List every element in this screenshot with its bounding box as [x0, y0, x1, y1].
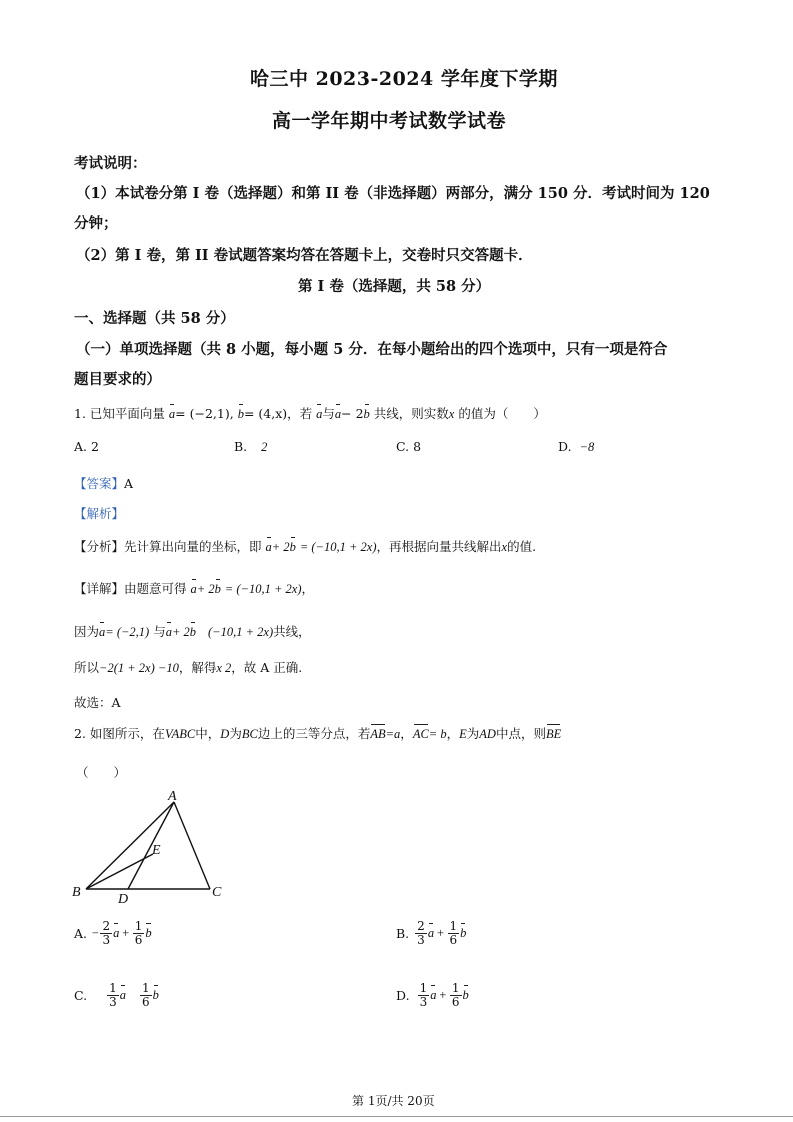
analysis-tag: 【解析】 — [74, 506, 125, 521]
triangle-figure — [68, 788, 228, 908]
answer-value: A — [124, 476, 134, 491]
segment-ad — [128, 802, 174, 889]
because-line: 因为a= (−2,1) 与a+ 2b (−10,1 + 2x)共线， — [74, 624, 311, 639]
detail-tag: 【详解】 — [74, 581, 125, 596]
q2-option-c[interactable]: C. $\frac{1}{3}$ a $\frac{1}{6}$ b — [74, 981, 159, 1009]
edge-ac — [174, 802, 210, 889]
fenxi-line: 【分析】先计算出向量的坐标，即 a+ 2b = (−10,1 + 2x)，再根据向量共线解出x的值. — [74, 539, 537, 554]
option-d[interactable]: D. −8 — [558, 439, 595, 454]
option-a[interactable]: A. 2 — [74, 439, 99, 454]
section-heading: 一、选择题（共 58 分） — [74, 310, 235, 327]
label-d: D — [118, 892, 129, 907]
instructions-item1-line2: 分钟； — [74, 215, 118, 232]
question-1-stem: 1. 已知平面向量 a= (−2,1), b= (4,x)，若 a与a− 2b 共线，则实数x 的值为（ ） — [74, 406, 546, 421]
question-2-paren: （ ） — [76, 765, 127, 780]
instructions-heading: 考试说明： — [74, 155, 147, 172]
option-c[interactable]: C. 8 — [396, 439, 422, 454]
answer-tag: 【答案】 — [74, 476, 125, 491]
q2-option-a[interactable]: A. − $\frac{2}{3}$ a + $\frac{1}{6}$ b — [74, 919, 152, 947]
detail-line: 【详解】由题意可得 a+ 2b = (−10,1 + 2x)， — [74, 581, 315, 596]
question-2-stem: 2. 如图所示，在VABC中，D为BC边上的三等分点，若AB=a，AC= b，E为AD中点，则BE — [74, 726, 562, 741]
footer-divider — [0, 1116, 793, 1117]
instructions-item2: （2）第 I 卷，第 II 卷试题答案均答在答题卡上，交卷时只交答题卡． — [76, 247, 533, 264]
page-number: 第 1页/共 20页 — [352, 1094, 435, 1108]
q2-option-d[interactable]: D. $\frac{1}{3}$ a + $\frac{1}{6}$ b — [396, 981, 469, 1009]
question-number: 1. — [74, 406, 86, 421]
label-e: E — [152, 843, 161, 858]
instructions-item1-line1: （1）本试卷分第 I 卷（选择题）和第 II 卷（非选择题）两部分，满分 150 分．考试时间为 120 — [76, 185, 710, 202]
subheading-line2: 题目要求的） — [74, 371, 161, 388]
answer-line — [74, 474, 133, 492]
page-title-line2: 高一学年期中考试数学试卷 — [272, 110, 507, 132]
edge-ab — [86, 802, 174, 889]
choose-line: 故选：A — [74, 695, 121, 710]
subheading-line1: （一）单项选择题（共 8 小题，每小题 5 分．在每小题给出的四个选项中，只有一项是符合 — [76, 341, 668, 358]
label-b: B — [72, 885, 81, 900]
label-a: A — [168, 789, 177, 804]
option-b[interactable]: B. 2 — [234, 439, 268, 454]
label-c: C — [212, 885, 222, 900]
fenxi-tag: 【分析】 — [74, 539, 125, 554]
so-line: 所以−2(1 + 2x) −10，解得x 2，故 A 正确. — [74, 660, 303, 675]
q2-option-b[interactable]: B. $\frac{2}{3}$ a + $\frac{1}{6}$ b — [396, 919, 467, 947]
page-title-line1: 哈三中 2023-2024 学年度下学期 — [250, 68, 558, 90]
part1-title: 第 I 卷（选择题，共 58 分） — [298, 278, 491, 295]
